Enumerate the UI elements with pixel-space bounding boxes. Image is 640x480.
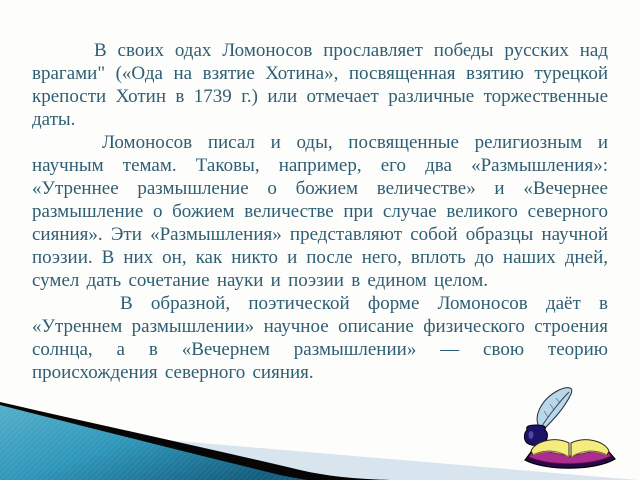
book-quill-inkwell-image xyxy=(515,385,625,480)
paragraph-religious-scientific-odes: Ломоносов писал и оды, посвященные религиозным и научным темам. Таковы, например, его два «Размышления»: «Утреннее размышление о божием величестве» и «Вечернее размышление о божием величестве при случае великого северного сияния». Эти «Размышления» представляют собой образцы научной поэзии. В них он, как никто и после него, вплоть до наших дней, сумел дать сочетание науки и поэзии в едином целом. xyxy=(32,132,608,291)
paragraph-morning-evening-meditations: В образной, поэтической форме Ломоносов даёт в «Утреннем размышлении» научное описание физического строения солнца, а в «Вечернем размышлении» — свою теорию происхождения северного сияния. xyxy=(32,293,608,383)
paragraph-odes-victories: В своих одах Ломоносов прославляет победы русских над врагами" («Ода на взятие Хотина», посвященная взятию турецкой крепости Хотин в 1739 г.) или отмечает различные торжественные даты. xyxy=(32,40,608,130)
slide-text-block xyxy=(32,39,608,384)
open-book-icon xyxy=(525,440,615,468)
